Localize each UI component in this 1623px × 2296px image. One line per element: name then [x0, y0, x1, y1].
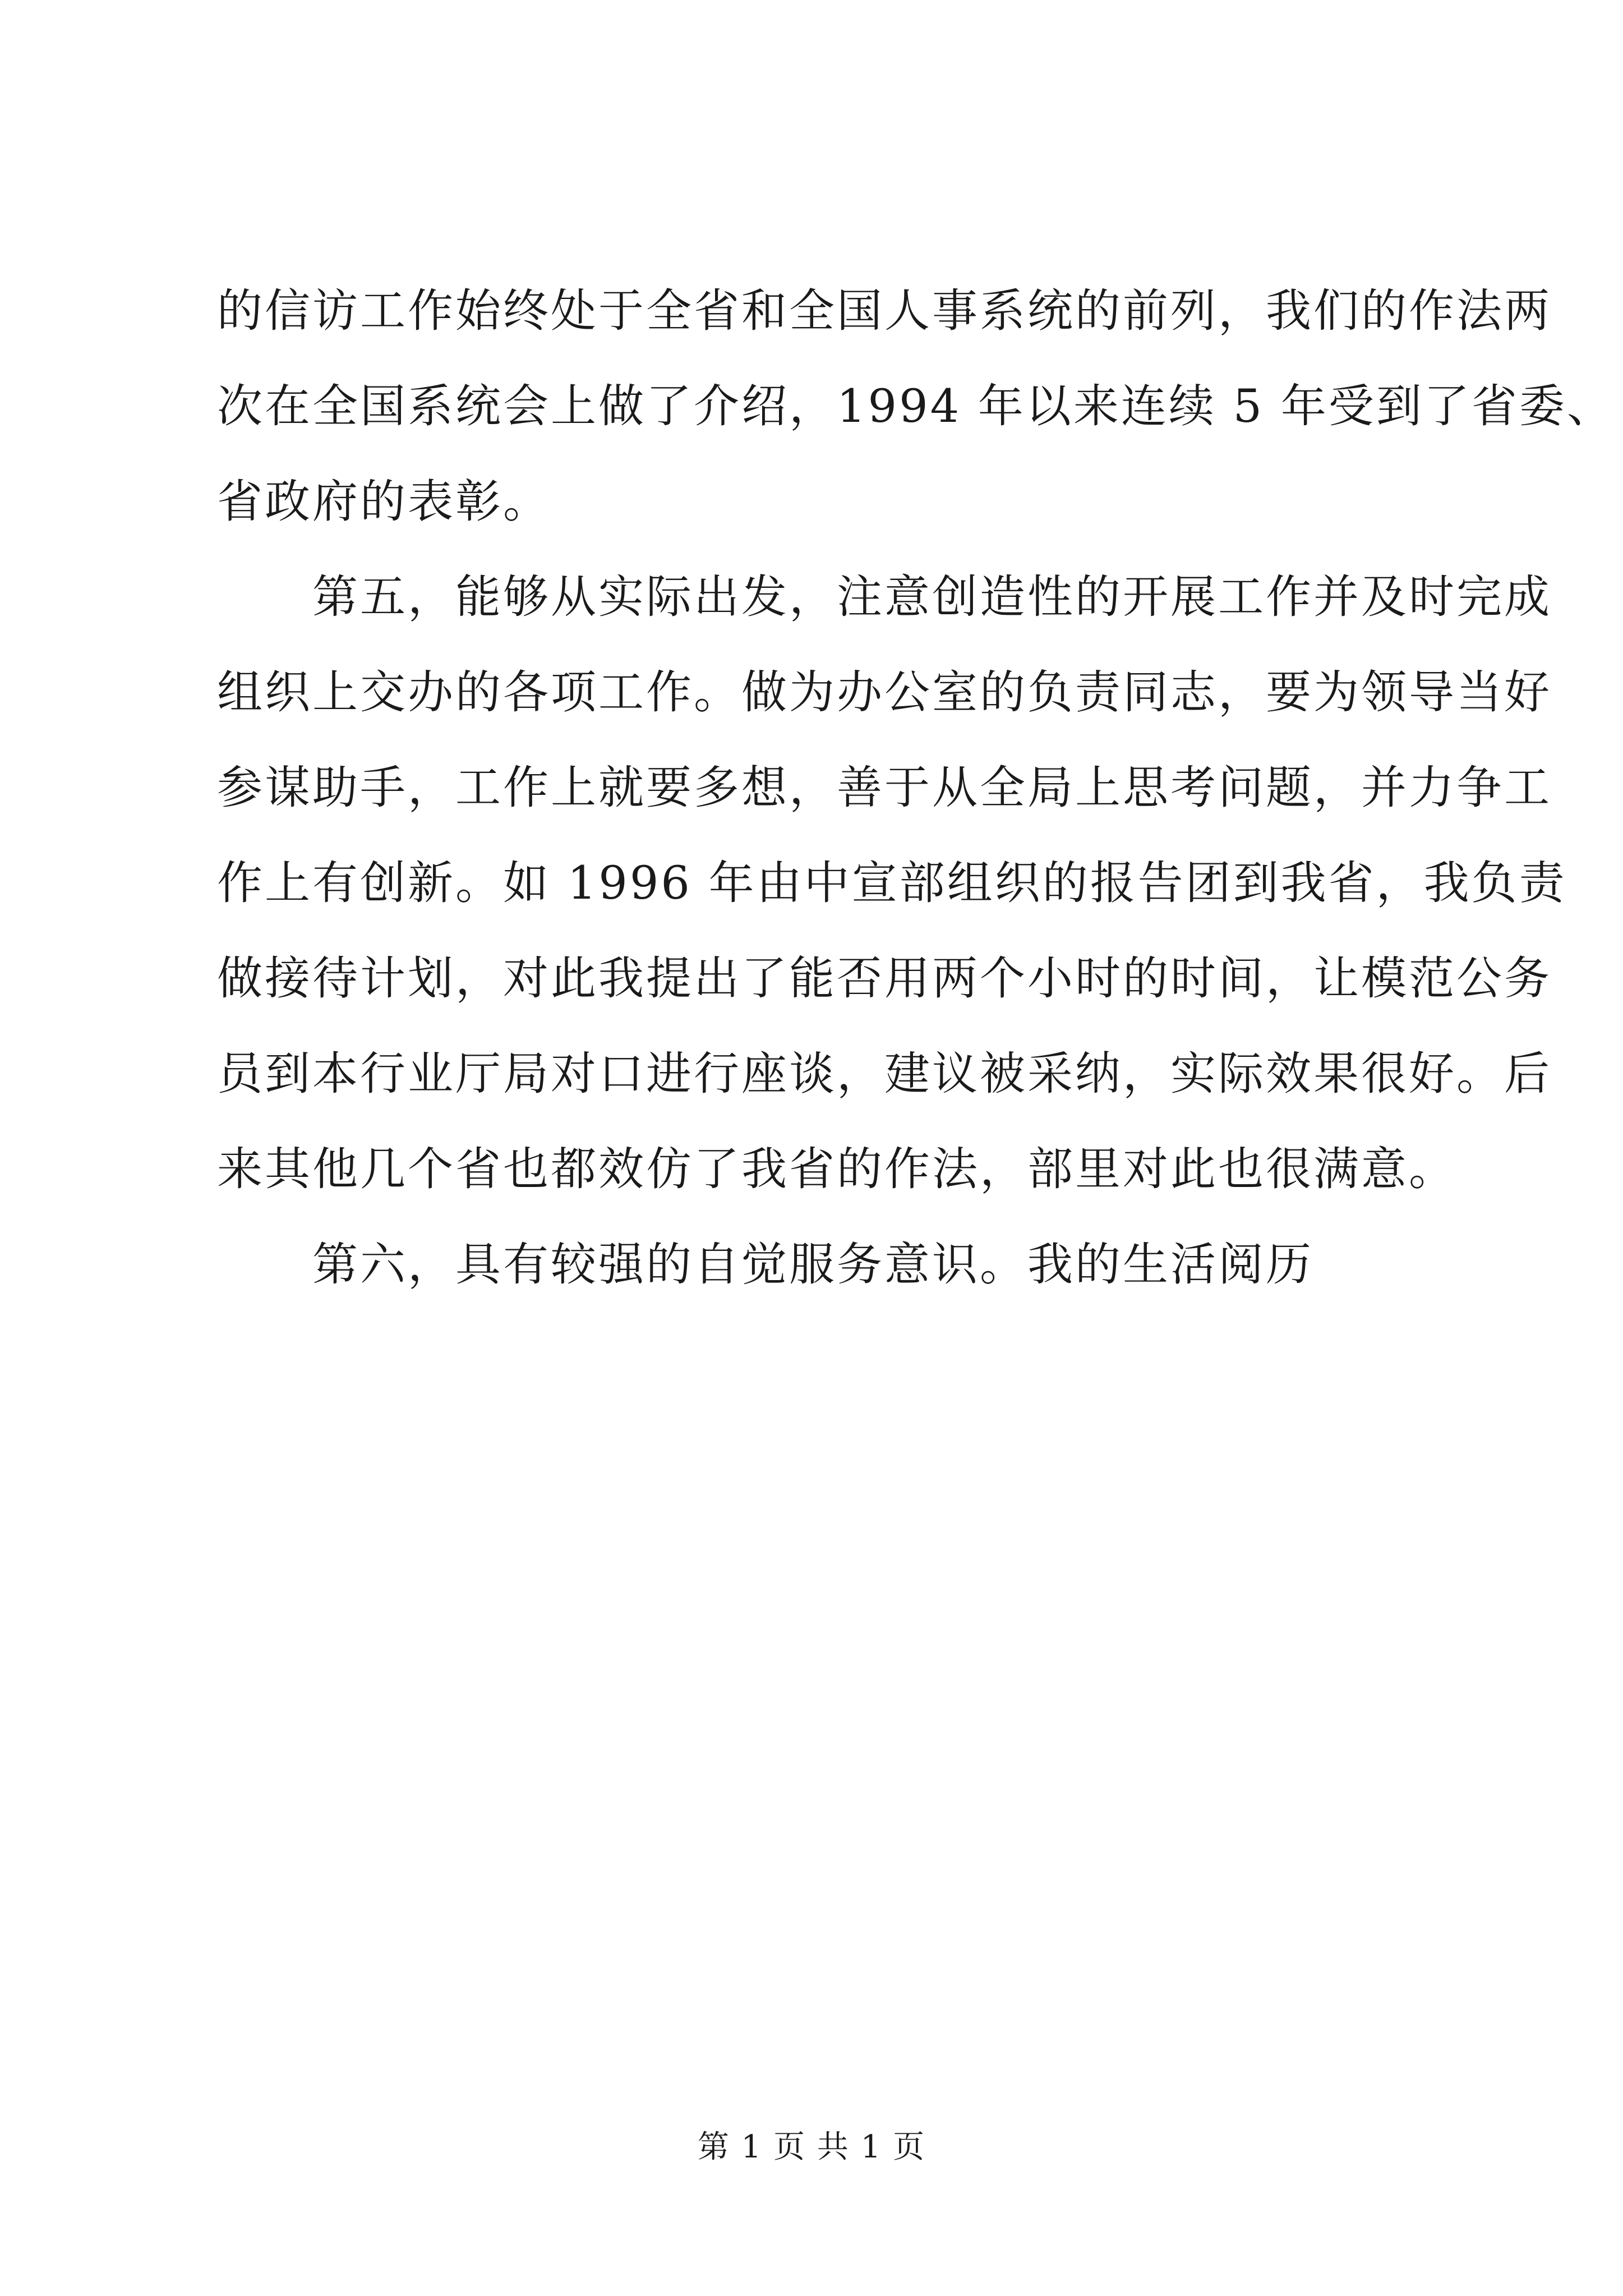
- paragraph-start-line: 第五，能够从实际出发，注意创造性的开展工作并及时完成: [312, 571, 1552, 624]
- text-line: 参谋助手，工作上就要多想，善于从全局上思考问题，并力争工: [217, 762, 1552, 815]
- document-body: [217, 264, 1615, 1313]
- text-line: 次在全国系统会上做了介绍，1994 年以来连续 5 年受到了省委、: [217, 380, 1615, 433]
- paragraph-start-line: 第六，具有较强的自觉服务意识。我的生活阅历: [312, 1239, 1314, 1291]
- text-line: 员到本行业厅局对口进行座谈，建议被采纳，实际效果很好。后: [217, 1048, 1552, 1101]
- text-line: 省政府的表彰。: [217, 476, 551, 528]
- text-line: 作上有创新。如 1996 年由中宣部组织的报告团到我省，我负责: [217, 857, 1567, 910]
- text-line: 来其他几个省也都效仿了我省的作法，部里对此也很满意。: [217, 1143, 1457, 1196]
- text-line: 做接待计划，对此我提出了能否用两个小时的时间，让模范公务: [217, 953, 1552, 1005]
- text-line: 的信访工作始终处于全省和全国人事系统的前列，我们的作法两: [217, 285, 1552, 338]
- page-footer: 第 1 页 共 1 页: [697, 2129, 926, 2165]
- text-line: 组织上交办的各项工作。做为办公室的负责同志，要为领导当好: [217, 666, 1552, 719]
